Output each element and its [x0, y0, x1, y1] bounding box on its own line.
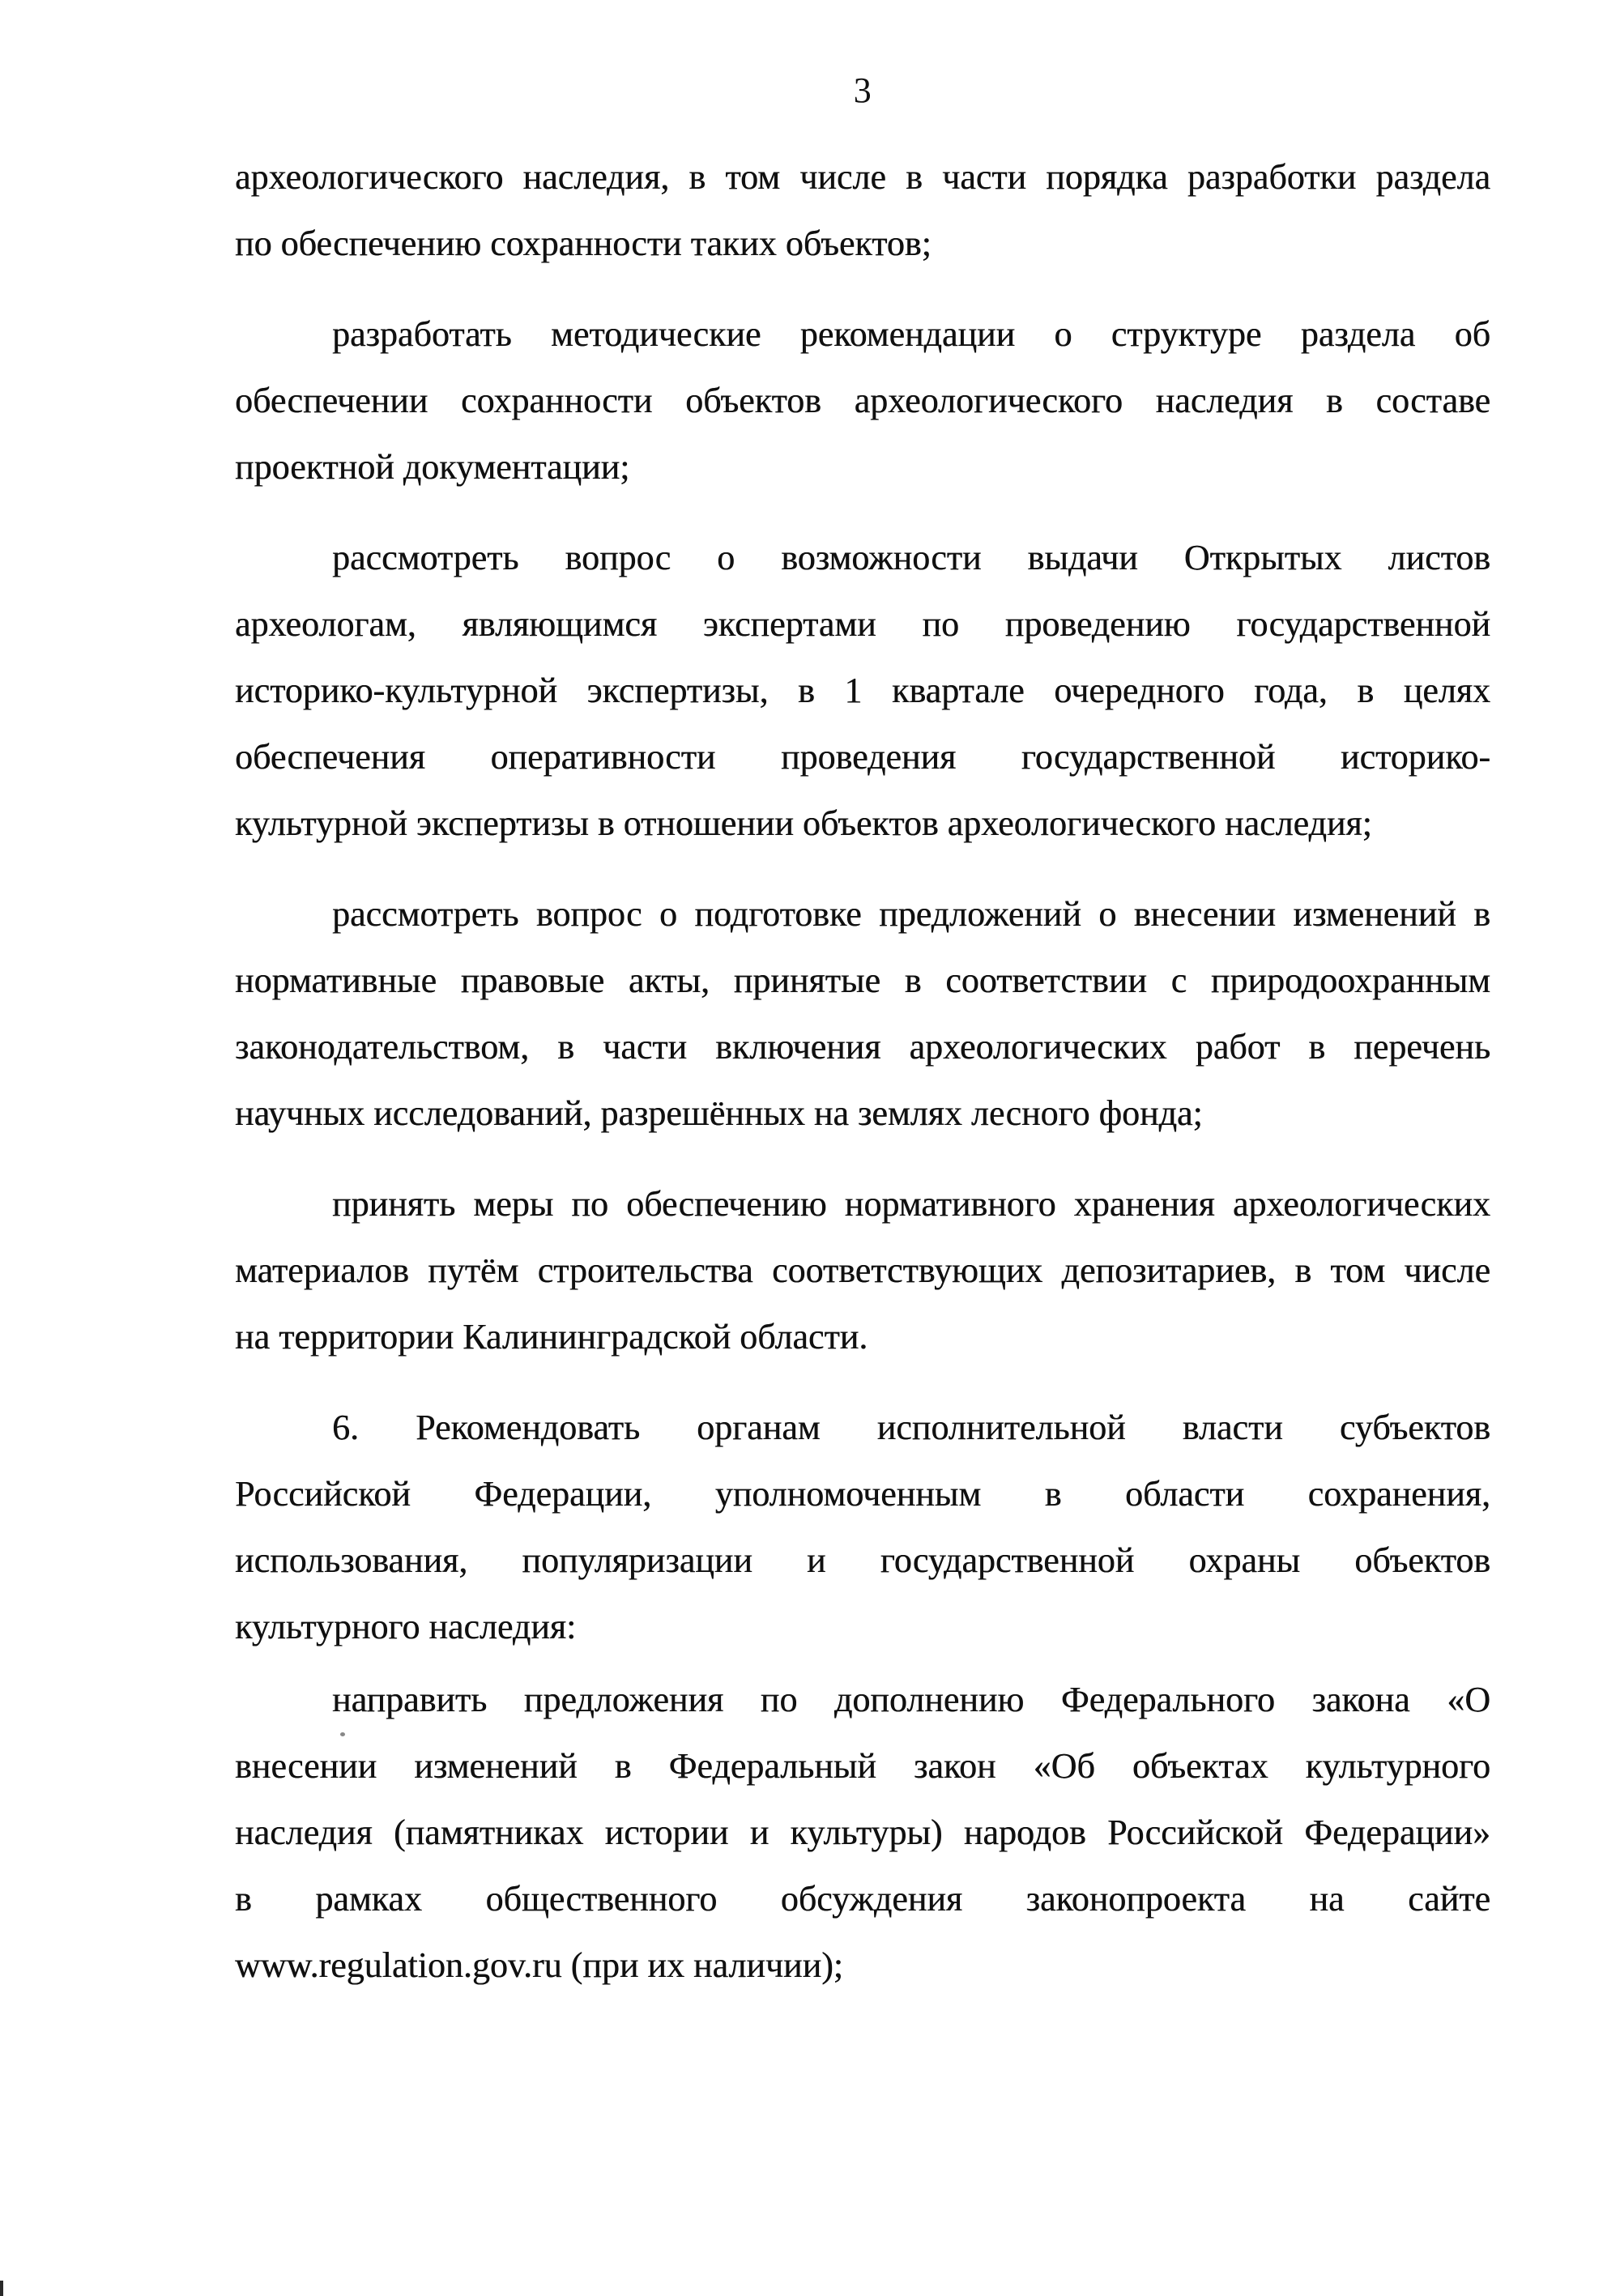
text-line: 6. Рекомендовать органам исполнительной власти субъектов — [332, 1408, 1490, 1447]
paragraph — [235, 1395, 1490, 1660]
text-line: принять меры по обеспечению нормативного хранения археологических — [332, 1184, 1490, 1224]
paragraph — [235, 1667, 1490, 1999]
text-line: нормативные правовые акты, принятые в соответствии с природоохранным — [235, 961, 1490, 1000]
text-line: направить предложения по дополнению Федерального закона «О — [332, 1680, 1490, 1719]
paragraph — [235, 1171, 1490, 1370]
text-line: обеспечения оперативности проведения государственной историко- — [235, 737, 1490, 777]
text-line: внесении изменений в Федеральный закон «Об объектах культурного — [235, 1746, 1490, 1786]
text-line: www.regulation.gov.ru (при их наличии); — [235, 1945, 844, 1985]
text-line: материалов путём строительства соответствующих депозитариев, в том числе — [235, 1250, 1490, 1290]
text-line: в рамках общественного обсуждения законопроекта на сайте — [235, 1879, 1490, 1919]
text-line: Российской Федерации, уполномоченным в области сохранения, — [235, 1474, 1490, 1514]
text-line: историко-культурной экспертизы, в 1 квартале очередного года, в целях — [235, 671, 1490, 710]
text-line: по обеспечению сохранности таких объектов; — [235, 224, 932, 263]
text-line: культурного наследия: — [235, 1607, 577, 1646]
text-line: научных исследований, разрешённых на землях лесного фонда; — [235, 1093, 1203, 1133]
paragraph — [235, 881, 1490, 1147]
text-line: наследия (памятниках истории и культуры) народов Российской Федерации» — [235, 1813, 1490, 1852]
text-line: использования, популяризации и государственной охраны объектов — [235, 1540, 1490, 1580]
text-line: рассмотреть вопрос о подготовке предложений о внесении изменений в — [332, 894, 1490, 934]
page-number: 3 — [853, 70, 872, 110]
text-line: проектной документации; — [235, 447, 630, 487]
text-line: законодательством, в части включения археологических работ в перечень — [235, 1027, 1490, 1067]
text-line: культурной экспертизы в отношении объектов археологического наследия; — [235, 803, 1372, 843]
text-line: разработать методические рекомендации о структуре раздела об — [332, 314, 1490, 354]
text-line: археологического наследия, в том числе в части порядка разработки раздела — [235, 157, 1490, 197]
text-line: обеспечении сохранности объектов археологического наследия в составе — [235, 381, 1490, 420]
document-body — [235, 144, 1490, 2023]
paragraph — [235, 144, 1490, 277]
paragraph — [235, 301, 1490, 501]
text-line: археологам, являющимся экспертами по проведению государственной — [235, 604, 1490, 644]
text-line: на территории Калининградской области. — [235, 1317, 868, 1357]
scan-artifact-corner-mark — [0, 2281, 3, 2296]
paragraph — [235, 525, 1490, 857]
scan-artifact-dot — [340, 1732, 345, 1736]
text-line: рассмотреть вопрос о возможности выдачи Открытых листов — [332, 538, 1490, 577]
